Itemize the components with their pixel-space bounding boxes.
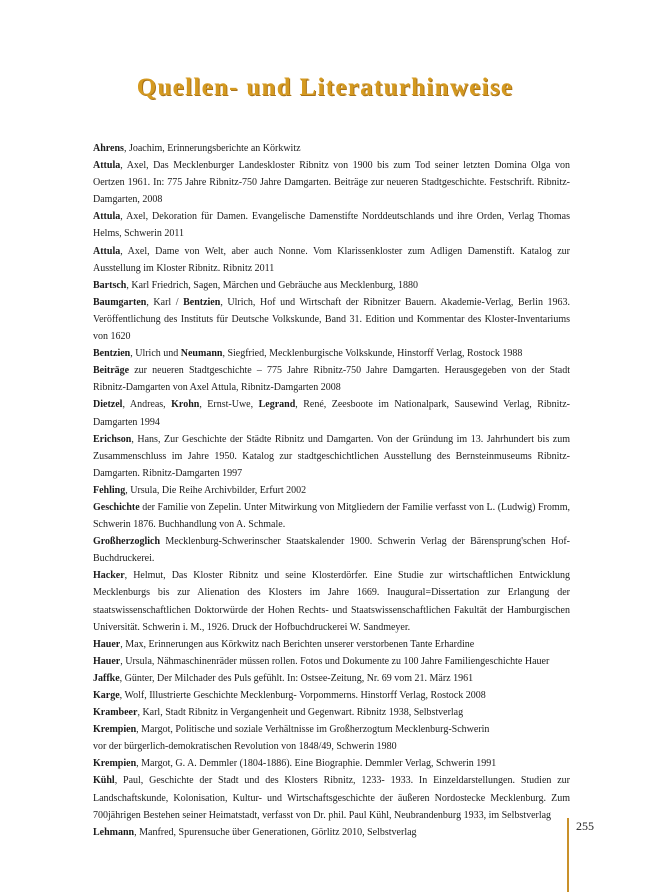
entry-author: Attula xyxy=(93,160,121,172)
bibliography-entry: Hauer, Ursula, Nähmaschinenräder müssen rollen. Fotos und Dokumente zu 100 Jahre Familiengeschichte Hauer xyxy=(93,655,550,667)
entry-author: Dietzel xyxy=(93,399,123,411)
entry-author: Kühl xyxy=(93,775,115,787)
entry-author: Krempien xyxy=(93,724,137,736)
bibliography-entry: Bartsch, Karl Friedrich, Sagen, Märchen und Gebräuche aus Mecklenburg, 1880 xyxy=(93,279,419,291)
bibliography-entry: Krambeer, Karl, Stadt Ribnitz in Vergangenheit und Gegenwart. Ribnitz 1938, Selbstverlag xyxy=(93,707,464,719)
entry-author: Bentzien xyxy=(183,296,221,308)
entry-author: Großherzoglich xyxy=(93,536,161,548)
entry-author: Fehling xyxy=(93,484,126,496)
entry-author: Ahrens xyxy=(93,143,124,154)
bibliography-entry: Ahrens, Joachim, Erinnerungsberichte an Körkwitz xyxy=(93,143,301,154)
entry-author: Attula xyxy=(93,211,121,223)
bibliography-entry: Dietzel, Andreas, Krohn, Ernst-Uwe, Legrand, René, Zeesboote im Nationalpark, Sausewind Verlag, Ribnitz-Damgarten 1994 xyxy=(93,399,570,428)
entry-author: Krempien xyxy=(93,758,137,770)
page-number-rule xyxy=(567,818,569,892)
bibliography-entry: Attula, Axel, Dame von Welt, aber auch Nonne. Vom Klarissenkloster zum Adligen Damenstift. Katalog zur Ausstellung im Kloster Ribnitz. Ribnitz 2011 xyxy=(93,245,570,274)
entry-author: Geschichte xyxy=(93,501,140,513)
bibliography-entry: Attula, Axel, Das Mecklenburger Landeskloster Ribnitz von 1900 bis zum Tod seiner letzten Domina Olga von Oertzen 1961. In: 775 Jahre Ribnitz-750 Jahre Damgarten. Beiträge zur neueren Stadtgeschichte. Festschrift. Ribnitz-Damgarten, 2008 xyxy=(93,160,570,206)
entry-author: Legrand xyxy=(258,399,296,411)
entry-author: Jaffke xyxy=(93,672,120,684)
entry-author: Beiträge xyxy=(93,365,130,377)
entry-author: Karge xyxy=(93,690,120,701)
bibliography-entry: Karge, Wolf, Illustrierte Geschichte Mecklenburg- Vorpommerns. Hinstorff Verlag, Rostock 2008 xyxy=(93,690,486,701)
bibliography-entry: Hauer, Max, Erinnerungen aus Körkwitz nach Berichten unserer verstorbenen Tante Erhardine xyxy=(93,638,475,650)
bibliography-entry: Lehmann, Manfred, Spurensuche über Generationen, Görlitz 2010, Selbstverlag xyxy=(93,826,417,838)
entry-author: Krohn xyxy=(171,399,200,411)
entry-author: Hauer xyxy=(93,655,121,667)
bibliography-entry: Erichson, Hans, Zur Geschichte der Städte Ribnitz und Damgarten. Von der Gründung im 13. Jahrhundert bis zum Zusammenschluss im Jahre 1950. Katalog zur stadtgeschichtlichen Ausstellung des Bernsteinmuseums Ribnitz-Damgarten. Ribnitz-Damgarten 1997 xyxy=(93,433,570,479)
bibliography-entry: Kühl, Paul, Geschichte der Stadt und des Klosters Ribnitz, 1233- 1933. In Einzeldarstellungen. Studien zur Landschaftskunde, Kolonisation, Kultur- und Wirtschaftsgeschichte der äußeren Nordostecke Mecklenburg. Zum 700jährigen Bestehen seiner Heimatstadt, verfasst von Dr. phil. Paul Kühl, Neubrandenburg 1933, im Selbstverlag xyxy=(93,775,570,821)
bibliography-entry: Großherzoglich Mecklenburg-Schwerinscher Staatskalender 1900. Schwerin Verlag der Bärensprung'schen Hof-Buchdruckerei. xyxy=(93,536,570,565)
bibliography-entry: Attula, Axel, Dekoration für Damen. Evangelische Damenstifte Norddeutschlands und ihre Orden, Verlag Thomas Helms, Schwerin 2011 xyxy=(93,211,570,240)
entry-author: Bentzien xyxy=(93,348,131,360)
entry-author: Baumgarten xyxy=(93,296,147,308)
bibliography-list xyxy=(93,140,570,841)
bibliography-entry: Geschichte der Familie von Zepelin. Unter Mitwirkung von Mitgliedern der Familie verfasst von L. (Ludwig) Fromm, Schwerin 1876. Buchhandlung von A. Schmale. xyxy=(93,501,570,531)
entry-author: Neumann xyxy=(180,348,223,360)
entry-author: Hacker xyxy=(93,570,125,582)
entry-author: Krambeer xyxy=(93,707,138,719)
bibliography-entry: Hacker, Helmut, Das Kloster Ribnitz und seine Klosterdörfer. Eine Studie zur wirtschaftlichen Entwicklung Mecklenburgs bis zur Alienation des Klosters im Jahre 1669. Inaugural=Dissertation zur Erlangung der staatswissenschaftlichen Doktorwürde der Hohen Rechts- und Staatswissenschaftlichen Fakultät der Hamburgischen Universität. Schwerin i. M., 1926. Druck der Hofbuchdruckerei W. Sandmeyer. xyxy=(93,570,570,633)
bibliography-entry: Bentzien, Ulrich und Neumann, Siegfried, Mecklenburgische Volkskunde, Hinstorff Verlag, Rostock 1988 xyxy=(93,348,523,360)
entry-author: Lehmann xyxy=(93,826,135,838)
bibliography-entry: Baumgarten, Karl / Bentzien, Ulrich, Hof und Wirtschaft der Ribnitzer Bauern. Akademie-Verlag, Berlin 1963. Veröffentlichung des Instituts für Deutsche Volkskunde, Band 31. Edition und Kommentar des Kloster-Inventariums von 1620 xyxy=(93,296,571,343)
entry-author: Erichson xyxy=(93,433,132,445)
page-number: 255 xyxy=(576,819,594,833)
entry-author: Bartsch xyxy=(93,279,127,291)
entry-author: Attula xyxy=(93,245,121,257)
entry-author: Hauer xyxy=(93,638,121,650)
bibliography-entry: Jaffke, Günter, Der Milchader des Puls gefühlt. In: Ostsee-Zeitung, Nr. 69 vom 21. März 1961 xyxy=(93,672,474,684)
bibliography-entry: Krempien, Margot, G. A. Demmler (1804-1886). Eine Biographie. Demmler Verlag, Schwerin 1991 xyxy=(93,758,497,770)
bibliography-entry: Fehling, Ursula, Die Reihe Archivbilder, Erfurt 2002 xyxy=(93,484,307,496)
page-title: Quellen- und Literaturhinweise xyxy=(136,74,514,101)
bibliography-entry: Beiträge zur neueren Stadtgeschichte – 775 Jahre Ribnitz-750 Jahre Damgarten. Herausgegeben von der Stadt Ribnitz-Damgarten von Axel Attula, Ribnitz-Damgarten 2008 xyxy=(93,365,570,394)
bibliography-entry: Krempien, Margot, Politische und soziale Verhältnisse im Großherzogtum Mecklenburg-Schwerin vor der bürgerlich-demokratischen Revolution von 1848/49, Schwerin 1980 xyxy=(93,724,490,753)
